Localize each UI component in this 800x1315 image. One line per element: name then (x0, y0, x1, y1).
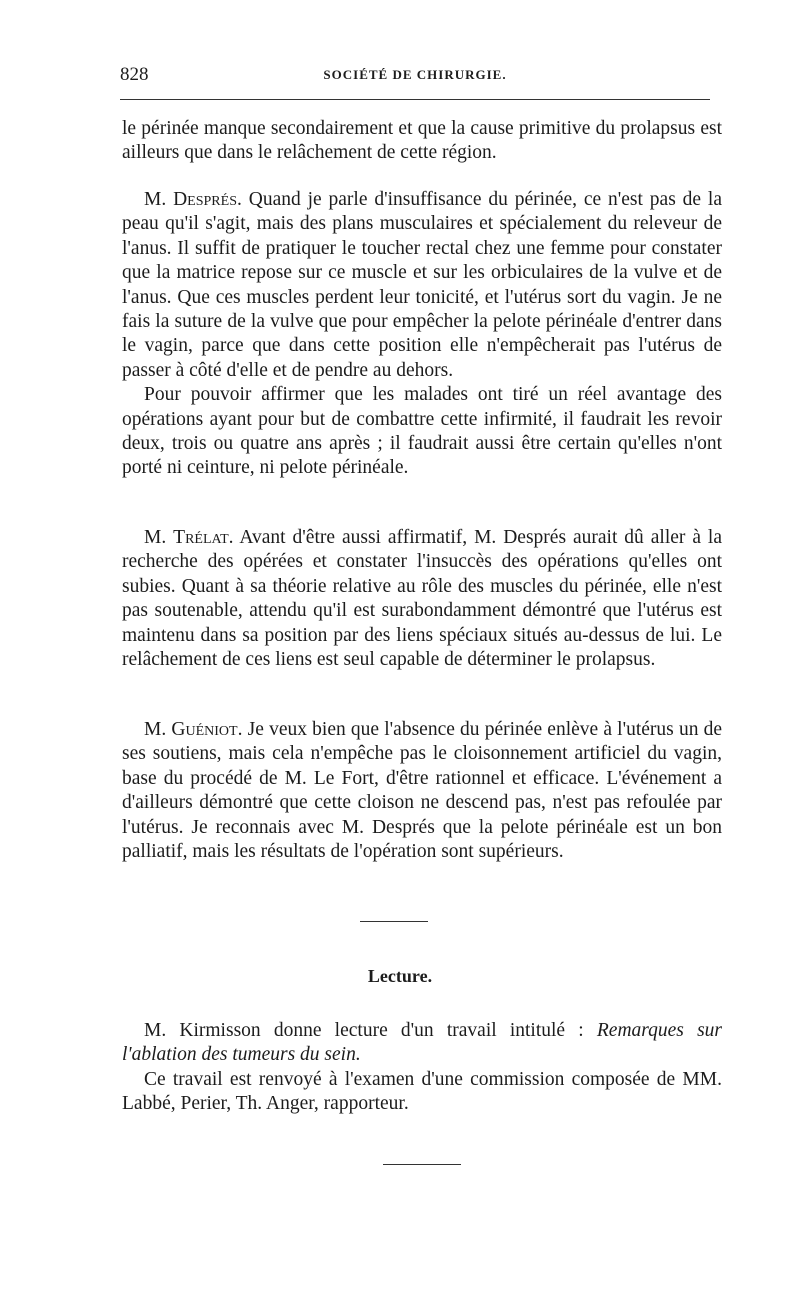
trelat-text: Avant d'être aussi affirmatif, M. Després aurait dû aller à la recherche des opérées et constater l'insuccès des opérations qu'elles ont subies. Quant à sa théorie relative au rôle des muscles du périnée, elle n'est pas soutenable, attendu qu'il est surabondamment démontré que l'utérus est maintenu dans sa position par des liens spéciaux situés au-dessus de lui. Le relâchement de ces liens est seul capable de déterminer le prolapsus. (122, 527, 722, 671)
trelat-remarks (122, 526, 722, 672)
lecture-section (122, 1019, 722, 1117)
despres-text-1: Quand je parle d'insuffisance du périnée, ce n'est pas de la peau qu'il s'agit, mais des plans musculaires et spécialement du releveur de l'anus. Il suffit de pratiquer le toucher rectal chez une femme pour constater que la matrice repose sur ce muscle et sur les orbiculaires de la vulve et de l'anus. Que ces muscles perdent leur tonicité, et l'utérus sort du vagin. Je ne fais la suture de la vulve que pour empêcher la pelote périnéale d'entrer dans le vagin, parce que dans cette position elle n'empêcherait pas l'utérus de passer à côté d'elle et de pendre au dehors. (122, 189, 723, 381)
lecture-intro-text: M. Kirmisson donne lecture d'un travail intitulé : (144, 1020, 584, 1041)
page-number: 828 (120, 64, 149, 85)
speaker-trelat: Trélat (173, 527, 229, 548)
lecture-paragraph-2: Ce travail est renvoyé à l'examen d'une commission composée de MM. Labbé, Perier, Th. Anger, rapporteur. (122, 1068, 722, 1115)
despres-paragraph-1: M. Després. Quand je parle d'insuffisance du périnée, ce n'est pas de la peau qu'il s'agit, mais des plans musculaires et spécialement du releveur de l'anus. Il suffit de pratiquer le toucher rectal chez une femme pour constater que la matrice repose sur ce muscle et sur les orbiculaires de la vulve et de l'anus. Que ces muscles perdent leur tonicité, et l'utérus sort du vagin. Je ne fais la suture de la vulve que pour empêcher la pelote périnéale d'entrer dans le vagin, parce que dans cette position elle n'empêcherait pas l'utérus de passer à côté d'elle et de pendre au dehors. (122, 189, 723, 381)
lecture-work-title: Remarques sur l'ablation des tumeurs du sein. (122, 1020, 723, 1066)
section-title-lecture: Lecture. (367, 966, 433, 986)
despres-paragraph-2: Pour pouvoir affirmer que les malades ont tiré un réel avantage des opérations ayant pour but de combattre cette infirmité, il faudrait les revoir deux, trois ou quatre ans après ; il faudrait aussi être certain qu'elles n'ont porté ni ceinture, ni pelote périnéale. (122, 384, 722, 479)
speaker-gueniot: Guéniot (171, 719, 238, 740)
gueniot-paragraph: M. Guéniot. Je veux bien que l'absence du périnée enlève à l'utérus un de ses soutiens, mais cela n'empêche pas le cloisonnement artificiel du vagin, base du procédé de M. Le Fort, d'être rationnel et efficace. L'événement a d'ailleurs démontré que cette cloison ne descend pas, n'est pas refoulée par l'utérus. Je reconnais avec M. Després que la pelote périnéale est un bon palliatif, mais les résultats de l'opération sont supérieurs. (122, 719, 723, 863)
gueniot-text: Je veux bien que l'absence du périnée enlève à l'utérus un de ses soutiens, mais cela n'empêche pas le cloisonnement artificiel du vagin, base du procédé de M. Le Fort, d'être rationnel et efficace. L'événement a d'ailleurs démontré que cette cloison ne descend pas, n'est pas refoulée par l'utérus. Je reconnais avec M. Després que la pelote périnéale est un bon palliatif, mais les résultats de l'opération sont supérieurs. (122, 719, 723, 863)
header-rule (120, 99, 710, 100)
lecture-paragraph-1 (122, 1019, 722, 1068)
trelat-paragraph: M. Trélat. Avant d'être aussi affirmatif, M. Després aurait dû aller à la recherche des opérées et constater l'insuccès des opérations qu'elles ont subies. Quant à sa théorie relative au rôle des muscles du périnée, elle n'est pas soutenable, attendu qu'il est surabondamment démontré que l'utérus est maintenu dans sa position par des liens spéciaux situés au-dessus de lui. Le relâchement de ces liens est seul capable de déterminer le prolapsus. (122, 527, 722, 671)
speaker-despres: Després (173, 189, 237, 210)
trelat-prefix: M. (144, 527, 167, 548)
gueniot-remarks (122, 718, 722, 864)
continuation-paragraph (122, 117, 722, 166)
continuation-text: le périnée manque secondairement et que la cause primitive du prolapsus est ailleurs que dans le relâchement de cette région. (122, 118, 722, 164)
section-divider (360, 921, 428, 922)
despres-prefix: M. (144, 189, 167, 210)
gueniot-prefix: M. (144, 719, 167, 740)
running-title: SOCIÉTÉ DE CHIRURGIE. (323, 67, 507, 82)
despres-remarks (122, 188, 722, 481)
closing-divider (383, 1164, 461, 1165)
page-header (120, 64, 710, 90)
